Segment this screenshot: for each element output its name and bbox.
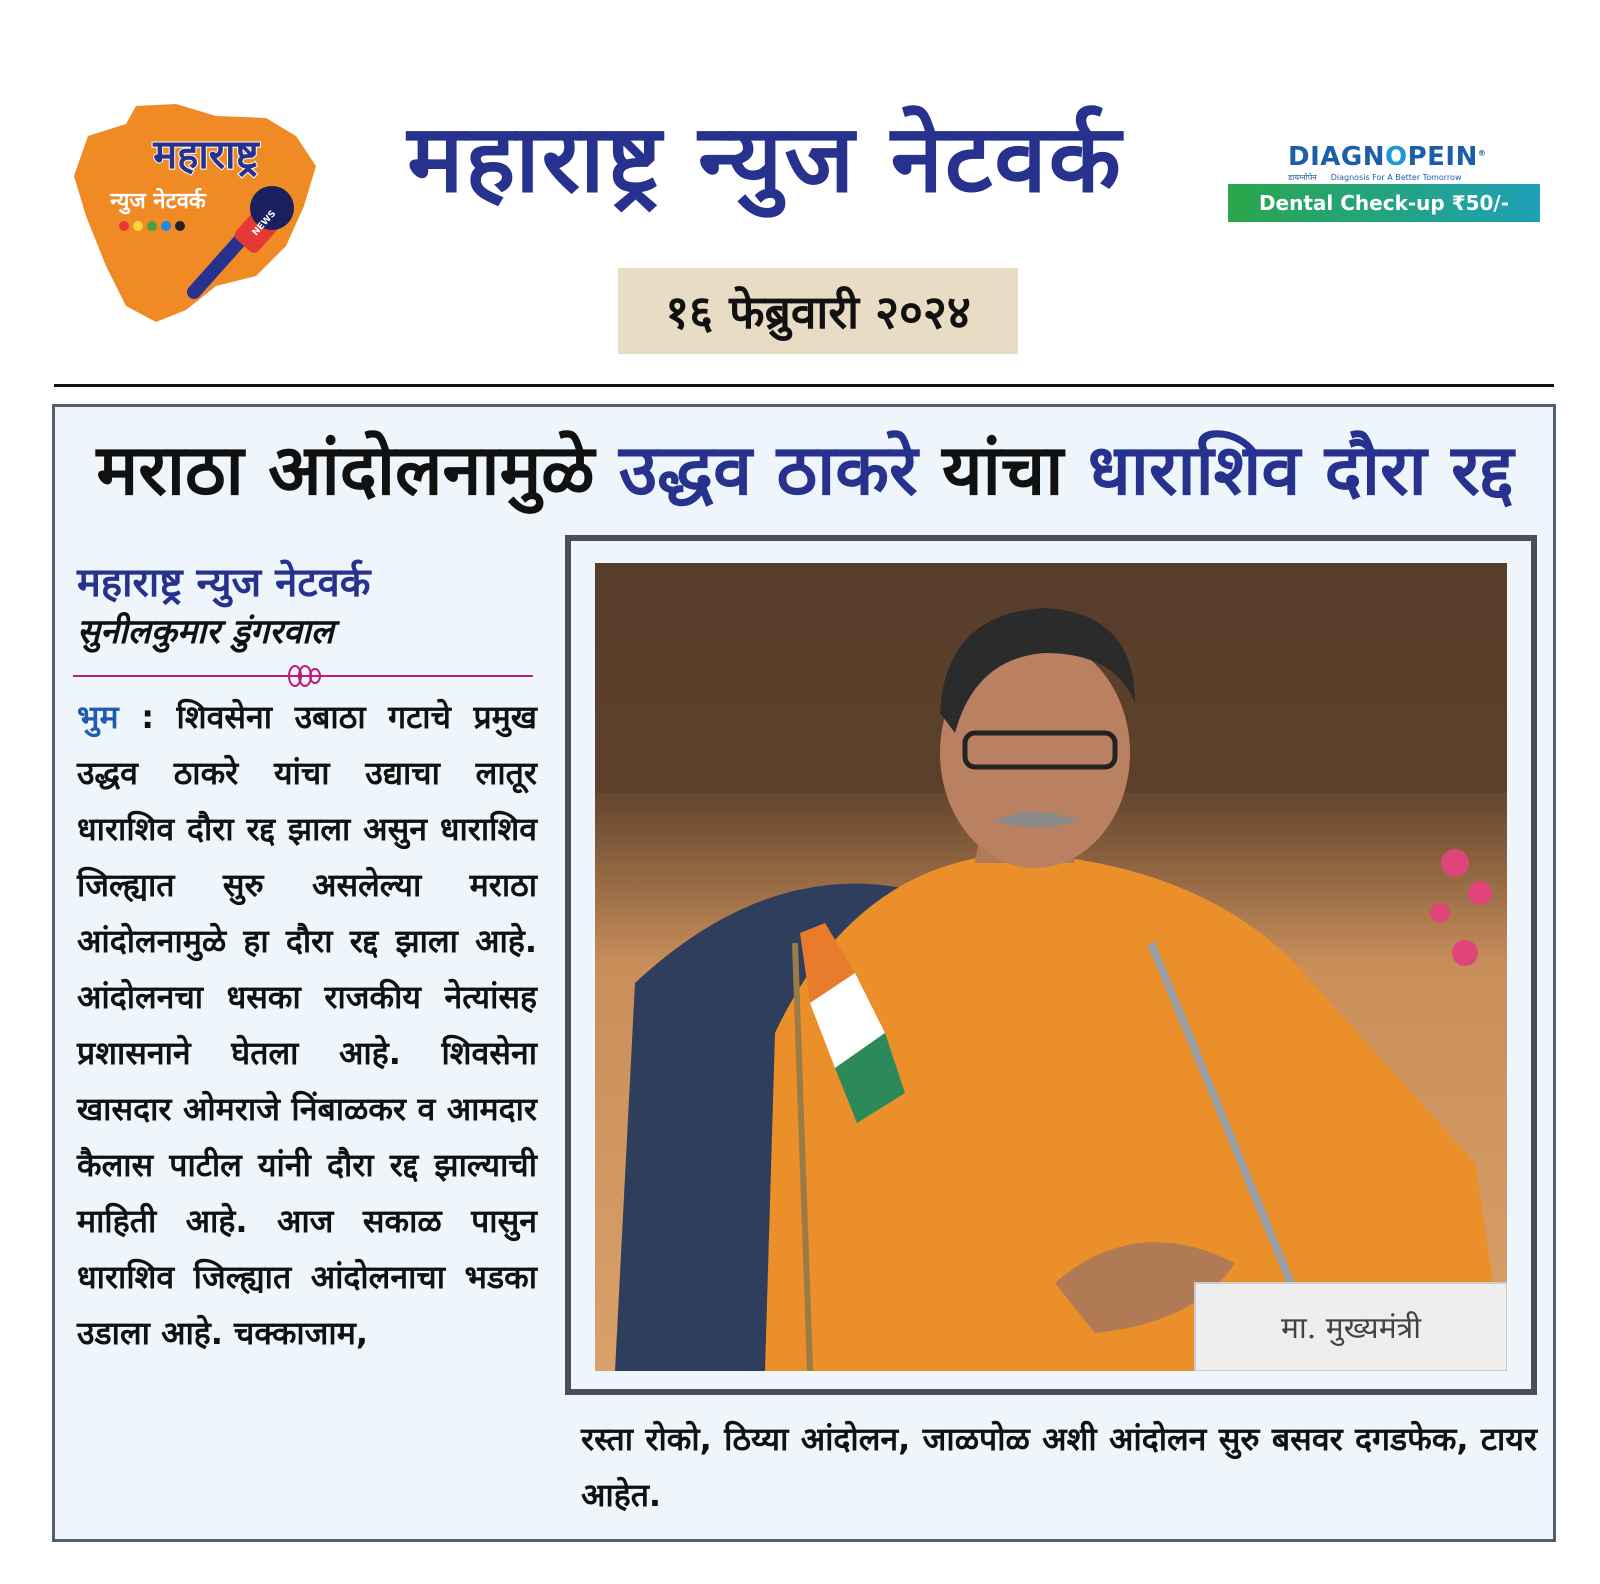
byline-org: महाराष्ट्र न्युज नेटवर्क [77, 560, 371, 606]
logo-line2: न्युज नेटवर्क [110, 189, 206, 214]
ad-tagline: डायग्नोपेन Diagnosis For A Better Tomorrow [1288, 173, 1462, 182]
maharashtra-map-logo [66, 96, 336, 328]
nameplate-text: मा. मुख्यमंत्री [1281, 1311, 1421, 1346]
article-body [77, 689, 537, 1361]
masthead-title: महाराष्ट्र न्युज नेटवर्क [407, 105, 1123, 214]
masthead-rule [54, 384, 1554, 387]
nameplate [1195, 1283, 1507, 1371]
dateline: भुम [77, 698, 119, 736]
ad-banner: Dental Check-up ₹50/- [1228, 184, 1540, 222]
article-body-text: : शिवसेना उबाठा गटाचे प्रमुख उद्धव ठाकरे यांचा उद्याचा लातूर धाराशिव दौरा रद्द झाला असुन धाराशिव जिल्ह्यात सुरु असलेल्या मराठा आंदोलनामुळे हा दौरा रद्द झाला आहे. आंदोलनचा धसका राजकीय नेत्यांसह प्रशासनाने घेतला आहे. शिवसेना खासदार ओमराजे निंबाळकर व आमदार कैलास पाटील यांनी दौरा रद्द झाल्याची माहिती आहे. आज सकाळ पासुन धाराशिव जिल्ह्यात आंदोलनाचा भडका उडाला आहे. चक्काजाम, [77, 698, 537, 1352]
article-frame [52, 404, 1556, 1542]
photo-frame [565, 535, 1537, 1395]
article-continuation: रस्ता रोको, ठिय्या आंदोलन, जाळपोळ अशी आंदोलन सुरु बसवर दगडफेक, टायर आहेत. [581, 1420, 1537, 1514]
article-photo [595, 563, 1507, 1371]
diagnopein-ad[interactable] [1228, 138, 1540, 230]
ad-brand: DIAGNOPEIN® [1288, 142, 1487, 172]
byline-author: सुनीलकुमार डुंगरवाल [77, 612, 334, 652]
mic-label: NEWS [250, 208, 279, 239]
article-headline: मराठा आंदोलनामुळे उद्धव ठाकरे यांचा धाराशिव दौरा रद्द [96, 429, 1514, 511]
byline-divider [73, 663, 533, 689]
issue-date: १६ फेब्रुवारी २०२४ [618, 268, 1018, 354]
logo-line1: महाराष्ट्र [153, 132, 259, 178]
